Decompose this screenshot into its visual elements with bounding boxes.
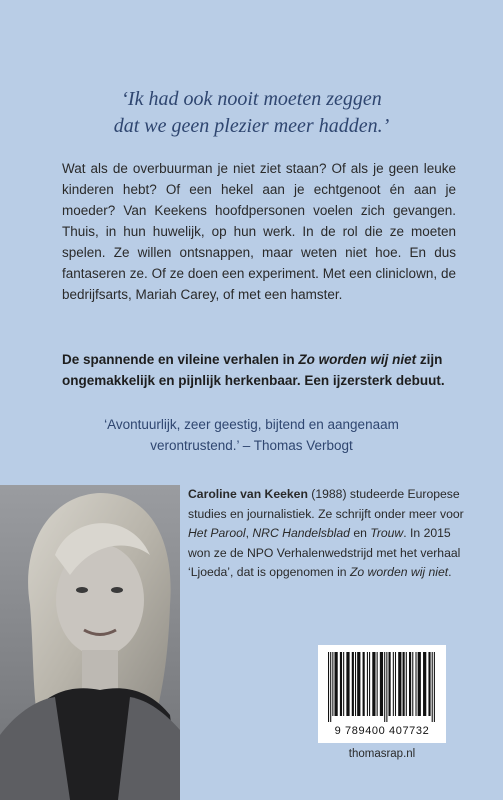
author-name: Caroline van Keeken [188, 487, 308, 501]
pull-quote-line-1: ‘Ik had ook nooit moeten zeggen [121, 88, 382, 110]
review-quote [0, 414, 503, 456]
publisher-url: thomasrap.nl [348, 748, 416, 760]
bio-sep-1: , [245, 526, 253, 540]
highlight-paragraph [62, 349, 456, 391]
highlight-before: De spannende en vileine verhalen in [62, 352, 299, 367]
bio-and: en [349, 526, 371, 540]
bio-book-title: Zo worden wij niet [349, 565, 449, 579]
highlight-book-title: Zo worden wij niet [298, 352, 417, 367]
bio-text-1: (1988) studeerde Europese studies en journalistiek. Ze schrijft onder meer voor [188, 487, 464, 521]
review-line-1: ‘Avontuurlijk, zeer geestig, bijtend en aangenaam [104, 417, 399, 432]
isbn-number: 9 789400 407732 [334, 725, 430, 737]
author-bio [188, 485, 466, 583]
pull-quote-line-2: dat we geen plezier meer hadden.’ [113, 115, 390, 137]
review-line-2: verontrustend.’ – Thomas Verbogt [150, 438, 353, 453]
barcode-bars [324, 652, 440, 722]
bio-paper-3: Trouw [370, 526, 404, 540]
author-photo [0, 485, 180, 800]
highlight-after: zijn ongemakkelijk en pijnlijk herkenbaar. Een ijzersterk debuut. [62, 352, 445, 388]
pull-quote [0, 86, 503, 140]
barcode [318, 645, 446, 743]
bio-paper-1: Het Parool [188, 526, 246, 540]
bio-paper-2: NRC Handelsblad [252, 526, 350, 540]
blurb-paragraph: Wat als de overbuurman je niet ziet staan? Of als je geen leuke kinderen hebt? Of een hekel aan je echtgenoot én aan je moeder? Van Keekens hoofdpersonen voelen zich gevangen. Thuis, in hun huwelijk, op hun werk. In de rol die ze moeten spelen. Ze willen ontsnappen, maar weten niet hoe. En dus fantaseren ze. Of ze doen een experiment. Met een cliniclown, de bedrijfsarts, Mariah Carey, of met een hamster. [62, 161, 456, 302]
bio-text-2: . In 2015 won ze de NPO Verhalenwedstrijd met het verhaal ‘Ljoeda’, dat is opgenomen in [188, 526, 461, 579]
bio-end: . [448, 565, 452, 579]
